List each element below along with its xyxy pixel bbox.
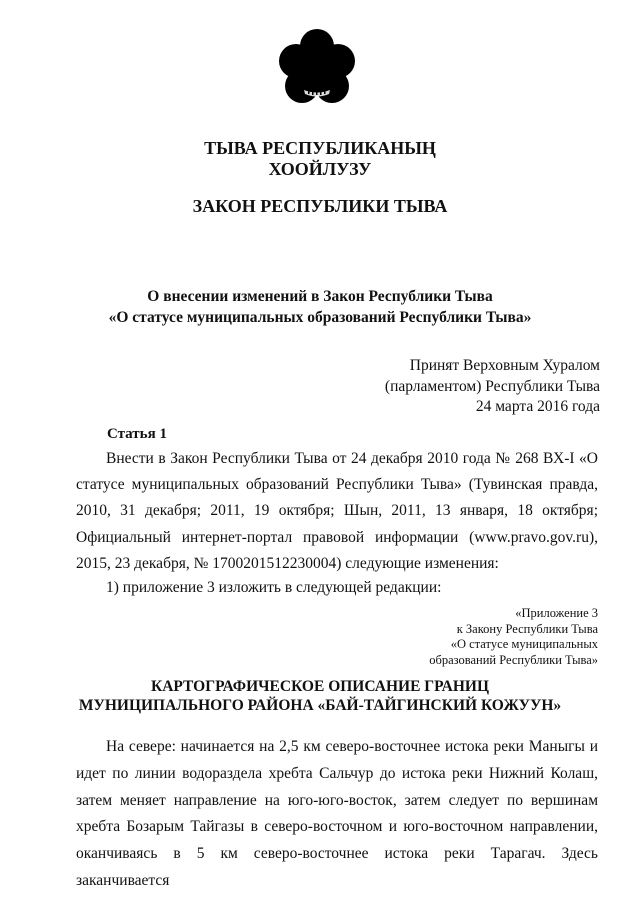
accepted-line-1: Принят Верховным Хуралом	[409, 357, 600, 374]
accepted-block	[385, 356, 600, 418]
north-boundary-paragraph: На севере: начинается на 2,5 км северо-восточнее истока реки Маныгы и идет по линии водораздела хребта Сальчур до истока реки Нижний Колаш, затем меняет направление на юго-юго-восток, затем следует по вершинам хребта Бозарым Тайгазы в северо-восточном и юго-восточном направлении, оканчиваясь в 5 км северо-восточнее истока реки Тарагач. Здесь заканчивается	[76, 738, 598, 889]
annex-block	[429, 606, 598, 668]
emblem-icon	[277, 24, 357, 116]
law-title: ЗАКОН РЕСПУБЛИКИ ТЫВА	[192, 196, 448, 216]
header-line-1: ТЫВА РЕСПУБЛИКАНЫҢ	[204, 138, 436, 158]
accepted-line-3: 24 марта 2016 года	[475, 398, 600, 415]
annex-line-2: к Закону Республики Тыва	[456, 621, 598, 636]
annex-line-3: «О статусе муниципальных	[450, 637, 598, 651]
header-line-2: ХООЙЛУЗУ	[268, 159, 372, 179]
annex-line-1: «Приложение 3	[515, 606, 598, 620]
cartographic-title-line-2: МУНИЦИПАЛЬНОГО РАЙОНА «БАЙ-ТАЙГИНСКИЙ КОЖУУН»	[78, 697, 562, 714]
accepted-line-2: (парламентом) Республики Тыва	[384, 377, 600, 395]
article-intro-paragraph: Внести в Закон Республики Тыва от 24 декабря 2010 года № 268 ВХ-I «О статусе муниципальных образований Республики Тыва» (Тувинская правда, 2010, 31 декабря; 2011, 19 октября; Шын, 2011, 13 января, 18 октября; Официальный интернет-портал правовой информации (www.pravo.gov.ru), 2015, 23 декабря, № 1700201512230004) следующие изменения:	[76, 450, 598, 572]
document-title-line-1: О внесении изменений в Закон Республики Тыва	[147, 288, 493, 305]
article-heading: Статья 1	[107, 426, 167, 442]
document-title-line-2: «О статусе муниципальных образований Республики Тыва»	[108, 309, 532, 326]
annex-line-4: образований Республики Тыва»	[429, 652, 598, 667]
cartographic-title-line-1: КАРТОГРАФИЧЕСКОЕ ОПИСАНИЕ ГРАНИЦ	[150, 678, 490, 695]
article-item-1: 1) приложение 3 изложить в следующей редакции:	[106, 579, 442, 596]
